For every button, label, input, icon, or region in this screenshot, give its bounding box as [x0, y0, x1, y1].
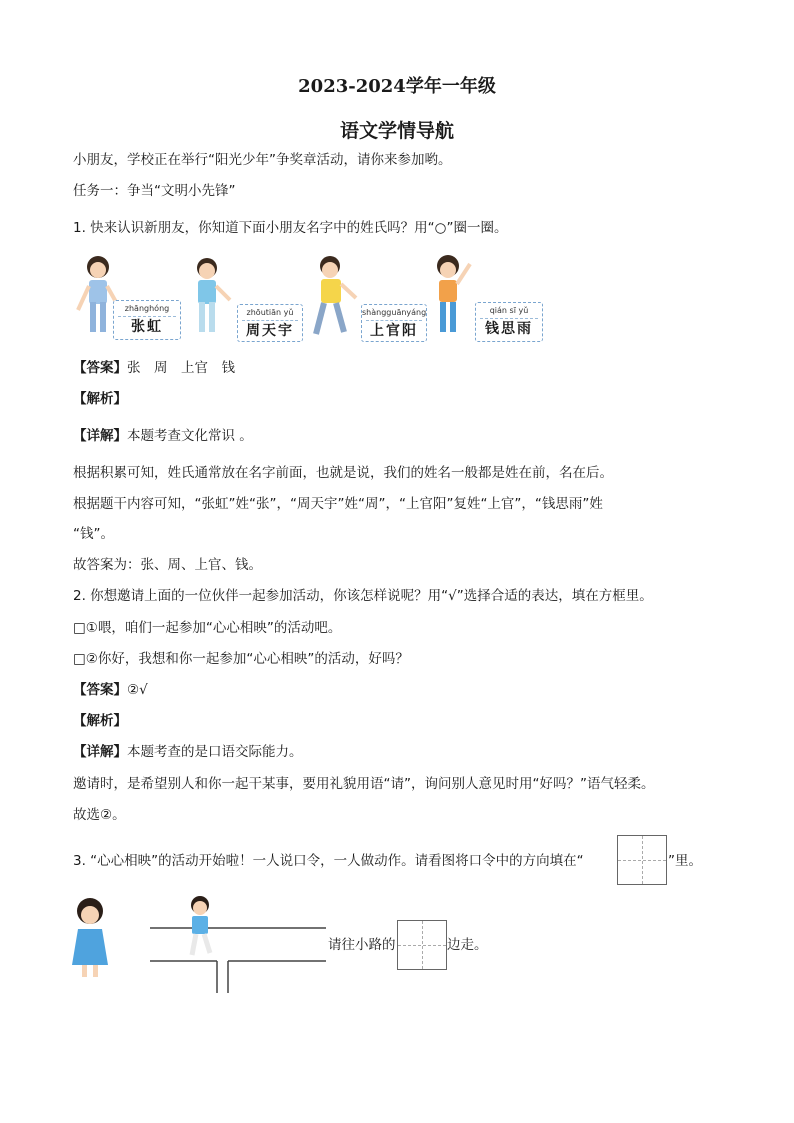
intro-text: 小朋友，学校正在举行“阳光少年”争奖章活动，请你来参加哟。	[73, 152, 452, 168]
girl-figure-1	[78, 256, 116, 332]
name-card-4	[475, 302, 543, 342]
name-card-1	[113, 300, 181, 340]
q1-answer-value: 张 周 上官 钱	[127, 360, 235, 376]
q2-answer-label: 【答案】	[73, 682, 127, 698]
q3-prompt-end: 边走。	[447, 937, 488, 953]
name-card-1-hanzi: 张虹	[118, 316, 176, 336]
name-card-4-hanzi: 钱思雨	[480, 318, 538, 338]
q1-paragraph-2: 根据题干内容可知，“张虹”姓“张”，“周天宇”姓“周”，“上官阳”复姓“上官”，“钱思雨”姓	[73, 496, 603, 512]
q3-tianzi-box-inline	[617, 835, 667, 885]
q2-paragraph-1: 邀请时，是希望别人和你一起干某事，要用礼貌用语“请”，询问别人意见时用“好吗？”语气轻柔。	[73, 776, 655, 792]
q1-detail-text: 本题考查文化常识 。	[127, 428, 253, 444]
q3-text-end: ”里。	[668, 853, 702, 869]
girl-speaking-figure	[72, 898, 108, 977]
name-card-2-pinyin: zhōutiān yǔ	[246, 308, 294, 317]
boy-figure-2	[316, 256, 356, 334]
q1-paragraph-4: 故答案为：张、周、上官、钱。	[73, 557, 262, 573]
q1-paragraph-1: 根据积累可知，姓氏通常放在名字前面，也就是说，我们的姓名一般都是姓在前，名在后。	[73, 465, 613, 481]
q3-prompt-start: 请往小路的	[328, 937, 396, 953]
name-card-2	[237, 304, 303, 342]
q2-detail	[73, 742, 303, 762]
q2-text: 2. 你想邀请上面的一位伙伴一起参加活动，你该怎样说呢？用“√”选择合适的表达，填在方框里。	[73, 588, 653, 604]
q1-answer-label: 【答案】	[73, 360, 127, 376]
document-subtitle: 语文学情导航	[339, 120, 454, 142]
q1-detail	[73, 426, 253, 446]
name-card-1-pinyin: zhānghóng	[124, 304, 170, 313]
q2-option-2: □②你好，我想和你一起参加“心心相映”的活动，好吗？	[73, 651, 409, 667]
q2-answer-value: ②√	[127, 682, 148, 698]
q1-text: 1. 快来认识新朋友，你知道下面小朋友名字中的姓氏吗？用“○”圈一圈。	[73, 220, 508, 236]
q2-paragraph-2: 故选②。	[73, 807, 126, 823]
q2-option-1: □①喂，咱们一起参加“心心相映”的活动吧。	[73, 620, 342, 636]
q2-analysis-label: 【解析】	[73, 713, 127, 729]
document-title: 2023-2024学年一年级	[298, 76, 496, 97]
boy-figure-1	[197, 258, 230, 332]
q2-detail-text: 本题考查的是口语交际能力。	[127, 744, 303, 760]
name-card-4-pinyin: qián sī yǔ	[489, 306, 529, 315]
girl-figure-2	[437, 255, 470, 332]
name-card-2-hanzi: 周天宇	[242, 320, 298, 340]
q1-paragraph-3: “钱”。	[73, 526, 114, 542]
q3-tianzi-box-answer[interactable]	[397, 920, 447, 970]
q2-answer	[73, 680, 148, 700]
q1-analysis-label: 【解析】	[73, 391, 127, 407]
name-card-3-pinyin: shàngguānyáng	[362, 308, 427, 317]
q3-text-start: 3. “心心相映”的活动开始啦！一人说口令，一人做动作。请看图将口令中的方向填在“	[73, 853, 584, 869]
q1-detail-label: 【详解】	[73, 428, 127, 444]
road-illustration	[68, 895, 328, 995]
boy-walking-figure	[191, 896, 210, 955]
q1-answer	[73, 358, 235, 378]
name-card-3	[361, 304, 427, 342]
task1-heading: 任务一：争当“文明小先锋”	[73, 183, 236, 199]
name-card-3-hanzi: 上官阳	[366, 320, 422, 340]
q2-detail-label: 【详解】	[73, 744, 127, 760]
